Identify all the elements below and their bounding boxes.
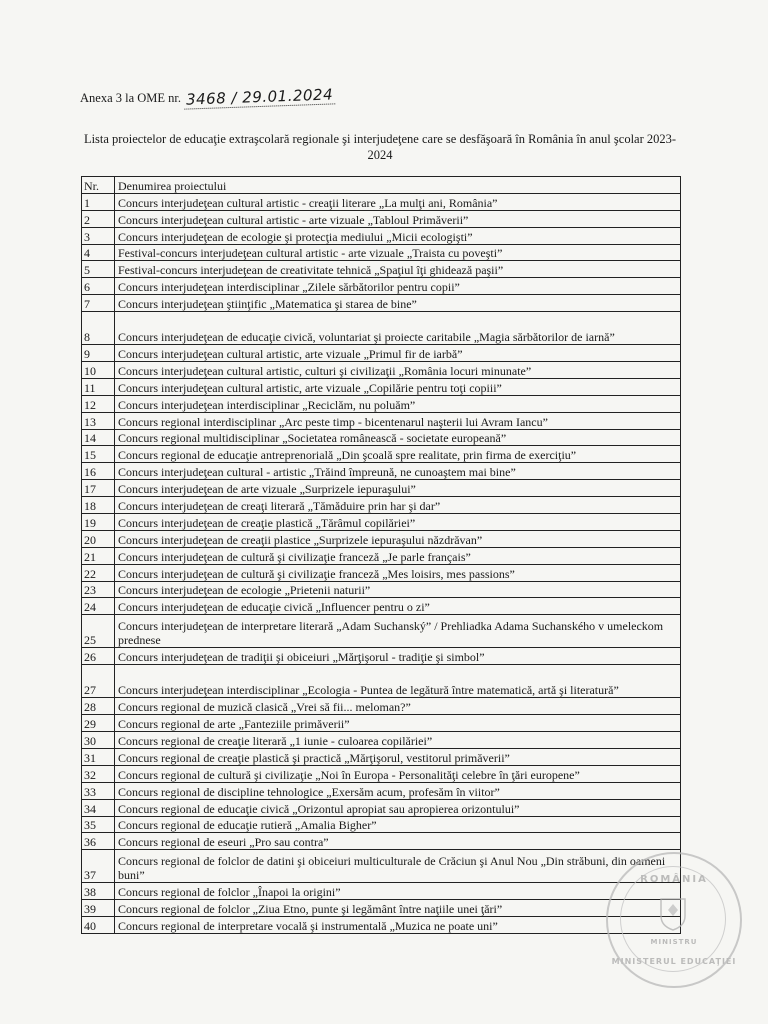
row-project-name: Concurs regional de educaţie civică „Orizontul apropiat sau apropierea orizontului” (115, 799, 681, 816)
table-row (82, 362, 681, 379)
row-project-name: Concurs regional de cultură şi civilizaţie „Noi în Europa - Personalităţi celebre în ţări europene” (115, 765, 681, 782)
table-row (82, 833, 681, 850)
row-project-name: Concurs interjudeţean cultural artistic, arte vizuale „Primul fir de iarbă” (115, 345, 681, 362)
table-row (82, 598, 681, 615)
row-number: 39 (82, 900, 115, 917)
stamp-top-text: ROMÂNIA (640, 874, 708, 885)
annex-prefix: Anexa 3 la OME nr. (80, 91, 185, 105)
row-project-name: Concurs interjudeţean de tradiţii şi obiceiuri „Mărţişorul - tradiţie şi simbol” (115, 648, 681, 665)
table-row (82, 312, 681, 345)
row-project-name: Concurs regional de interpretare vocală şi instrumentală „Muzica ne poate uni” (115, 917, 681, 934)
table-header-row (82, 177, 681, 194)
row-project-name: Concurs regional de educaţie antreprenorială „Din şcoală spre realitate, prin firma de exerciţiu” (115, 446, 681, 463)
row-number: 33 (82, 782, 115, 799)
handwritten-order-number: 3468 / 29.01.2024 (184, 85, 336, 109)
row-number: 28 (82, 698, 115, 715)
row-project-name: Concurs interjudeţean interdisciplinar „Zilele sărbătorilor pentru copii” (115, 278, 681, 295)
row-number: 36 (82, 833, 115, 850)
table-body (82, 193, 681, 933)
row-number: 16 (82, 463, 115, 480)
table-row (82, 244, 681, 261)
table-row (82, 715, 681, 732)
table-row (82, 378, 681, 395)
row-number: 6 (82, 278, 115, 295)
row-project-name: Concurs interjudeţean de interpretare literară „Adam Suchanský” / Prehliadka Adama Suchanského v umeleckom prednese (115, 615, 681, 648)
row-number: 4 (82, 244, 115, 261)
row-number: 14 (82, 429, 115, 446)
table-row (82, 900, 681, 917)
table-row (82, 732, 681, 749)
table-row (82, 530, 681, 547)
row-number: 3 (82, 227, 115, 244)
table-row (82, 850, 681, 883)
table-row (82, 345, 681, 362)
row-project-name: Concurs interjudeţean de ecologie „Prietenii naturii” (115, 581, 681, 598)
row-project-name: Concurs regional de creaţie plastică şi practică „Mărţişorul, vestitorul primăverii” (115, 748, 681, 765)
row-number: 40 (82, 917, 115, 934)
table-row (82, 564, 681, 581)
row-project-name: Concurs interjudeţean interdisciplinar „Ecologia - Puntea de legătură între matematică, artă şi literatură” (115, 665, 681, 698)
table-row (82, 615, 681, 648)
row-project-name: Concurs interjudeţean de creaţi literară „Tămăduire prin har şi dar” (115, 497, 681, 514)
annex-reference (80, 85, 335, 109)
row-number: 25 (82, 615, 115, 648)
row-number: 19 (82, 514, 115, 531)
row-number: 35 (82, 816, 115, 833)
row-project-name: Concurs interjudeţean de creaţii plastice „Surprizele iepuraşului năzdrăvan” (115, 530, 681, 547)
table-row (82, 816, 681, 833)
row-number: 29 (82, 715, 115, 732)
row-project-name: Concurs regional de folclor „Înapoi la origini” (115, 883, 681, 900)
row-project-name: Concurs interjudeţean de arte vizuale „Surprizele iepuraşului” (115, 480, 681, 497)
table-row (82, 698, 681, 715)
row-project-name: Concurs interjudeţean de ecologie şi protecţia mediului „Micii ecologişti” (115, 227, 681, 244)
row-project-name: Concurs regional de muzică clasică „Vrei să fii... meloman?” (115, 698, 681, 715)
table-row (82, 514, 681, 531)
table-row (82, 748, 681, 765)
row-number: 2 (82, 210, 115, 227)
table-row (82, 395, 681, 412)
row-project-name: Concurs interjudeţean de educaţie civică, voluntariat şi proiecte caritabile „Magia sărbătorilor de iarnă” (115, 312, 681, 345)
row-project-name: Concurs regional de creaţie literară „1 iunie - culoarea copilăriei” (115, 732, 681, 749)
projects-table (81, 176, 681, 934)
row-project-name: Concurs interjudeţean cultural - artistic „Trăind împreună, ne cunoaştem mai bine” (115, 463, 681, 480)
row-number: 9 (82, 345, 115, 362)
table-row (82, 782, 681, 799)
row-project-name: Concurs regional de folclor „Ziua Etno, punte şi legământ între naţiile unei ţări” (115, 900, 681, 917)
row-project-name: Concurs interjudeţean de creaţie plastică „Tărâmul copilăriei” (115, 514, 681, 531)
row-project-name: Concurs interjudeţean de cultură şi civilizaţie franceză „Mes loisirs, mes passions” (115, 564, 681, 581)
row-project-name: Concurs interjudeţean cultural artistic, culturi şi civilizaţii „România locuri minunate” (115, 362, 681, 379)
row-project-name: Concurs regional interdisciplinar „Arc peste timp - bicentenarul naşterii lui Avram Iancu” (115, 412, 681, 429)
row-number: 23 (82, 581, 115, 598)
table-row (82, 480, 681, 497)
table-row (82, 446, 681, 463)
row-project-name: Festival-concurs interjudeţean de creativitate tehnică „Spaţiul îţi ghidează paşii” (115, 261, 681, 278)
table-row (82, 799, 681, 816)
row-number: 24 (82, 598, 115, 615)
table-row (82, 278, 681, 295)
row-project-name: Concurs interjudeţean cultural artistic, arte vizuale „Copilărie pentru toţi copiii” (115, 378, 681, 395)
table-row (82, 261, 681, 278)
row-number: 15 (82, 446, 115, 463)
table-row (82, 193, 681, 210)
row-number: 21 (82, 547, 115, 564)
table-row (82, 210, 681, 227)
header-project-name: Denumirea proiectului (115, 177, 681, 194)
row-project-name: Concurs interjudeţean interdisciplinar „Reciclăm, nu poluăm” (115, 395, 681, 412)
row-project-name: Concurs regional de folclor de datini şi obiceiuri multiculturale de Crăciun şi Anul Nou „Din străbuni, din oameni buni” (115, 850, 681, 883)
row-number: 30 (82, 732, 115, 749)
row-number: 7 (82, 295, 115, 312)
row-number: 37 (82, 850, 115, 883)
row-number: 22 (82, 564, 115, 581)
row-project-name: Concurs interjudeţean cultural artistic - creaţii literare „La mulţi ani, România” (115, 193, 681, 210)
table-row (82, 295, 681, 312)
table-row (82, 497, 681, 514)
row-number: 10 (82, 362, 115, 379)
table-row (82, 547, 681, 564)
row-project-name: Concurs interjudeţean ştiinţific „Matematica şi starea de bine” (115, 295, 681, 312)
row-project-name: Concurs regional de eseuri „Pro sau contra” (115, 833, 681, 850)
header-nr: Nr. (82, 177, 115, 194)
row-number: 11 (82, 378, 115, 395)
row-project-name: Concurs interjudeţean de cultură şi civilizaţie franceză „Je parle français” (115, 547, 681, 564)
table-row (82, 917, 681, 934)
row-number: 5 (82, 261, 115, 278)
row-number: 1 (82, 193, 115, 210)
stamp-center-text: MINISTRU (650, 938, 698, 946)
stamp-bottom-text: MINISTERUL EDUCAŢIEI (611, 957, 737, 966)
table-row (82, 463, 681, 480)
row-number: 18 (82, 497, 115, 514)
table-row (82, 648, 681, 665)
row-number: 34 (82, 799, 115, 816)
row-project-name: Festival-concurs interjudeţean cultural artistic - arte vizuale „Traista cu poveşti” (115, 244, 681, 261)
row-project-name: Concurs regional de discipline tehnologice „Exersăm acum, profesăm în viitor” (115, 782, 681, 799)
coat-of-arms-icon (658, 896, 688, 932)
row-number: 20 (82, 530, 115, 547)
table-row (82, 429, 681, 446)
row-project-name: Concurs interjudeţean de educaţie civică „Influencer pentru o zi” (115, 598, 681, 615)
row-number: 38 (82, 883, 115, 900)
table-row (82, 581, 681, 598)
row-number: 12 (82, 395, 115, 412)
row-number: 13 (82, 412, 115, 429)
table-row (82, 227, 681, 244)
row-project-name: Concurs interjudeţean cultural artistic - arte vizuale „Tabloul Primăverii” (115, 210, 681, 227)
document-title: Lista proiectelor de educaţie extraşcolară regionale şi interjudeţene care se desfăşoară în România în anul şcolar 2023-2024 (83, 132, 677, 162)
row-project-name: Concurs regional de arte „Fanteziile primăverii” (115, 715, 681, 732)
row-number: 26 (82, 648, 115, 665)
table-row (82, 765, 681, 782)
ministry-stamp (606, 852, 742, 988)
row-number: 8 (82, 312, 115, 345)
row-number: 31 (82, 748, 115, 765)
row-number: 27 (82, 665, 115, 698)
table-row (82, 412, 681, 429)
table-row (82, 665, 681, 698)
table-row (82, 883, 681, 900)
row-project-name: Concurs regional multidisciplinar „Societatea românească - societate europeană” (115, 429, 681, 446)
row-project-name: Concurs regional de educaţie rutieră „Amalia Bigher” (115, 816, 681, 833)
row-number: 17 (82, 480, 115, 497)
row-number: 32 (82, 765, 115, 782)
